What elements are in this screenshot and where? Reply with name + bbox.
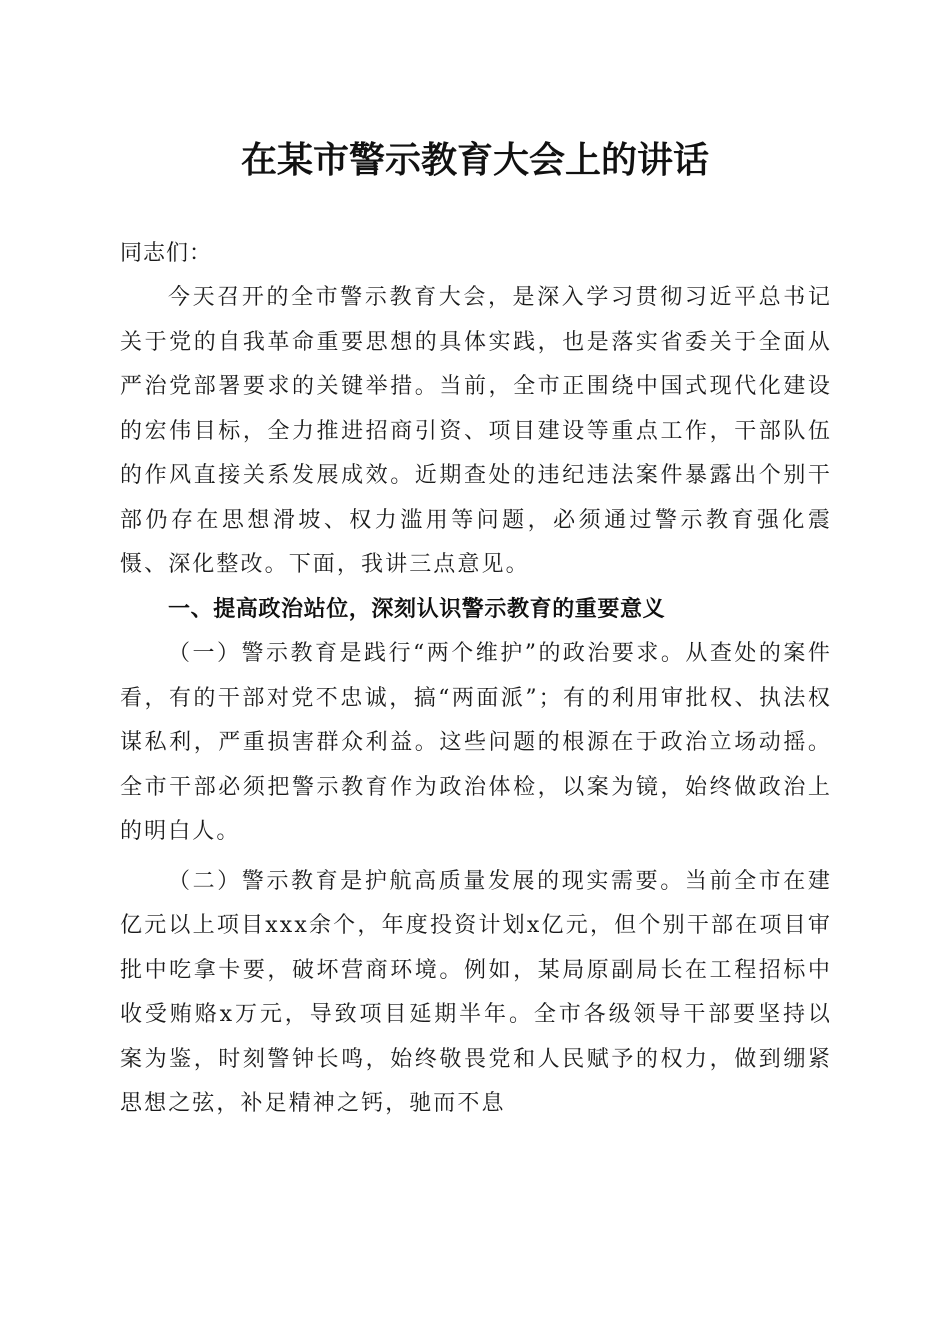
document-title: 在某市警示教育大会上的讲话 <box>240 139 709 181</box>
intro-paragraph: 今天召开的全市警示教育大会，是深入学习贯彻习近平总书记关于党的自我革命重要思想的具体实践，也是落实省委关于全面从严治党部署要求的关键举措。当前，全市正围绕中国式现代化建设的宏伟目标，全力推进招商引资、项目建设等重点工作，干部队伍的作风直接关系发展成效。近期查处的违纪违法案件暴露出个别干部仍存在思想滑坡、权力滥用等问题，必须通过警示教育强化震慑、深化整改。下面，我讲三点意见。 <box>120 285 832 577</box>
point-paragraph-1: （一）警示教育是践行“两个维护”的政治要求。从查处的案件看，有的干部对党不忠诚，搞“两面派”；有的利用审批权、执法权谋私利，严重损害群众利益。这些问题的根源在于政治立场动摇。全市干部必须把警示教育作为政治体检，以案为镜，始终做政治上的明白人。 <box>120 641 832 844</box>
point-paragraph-2: （二）警示教育是护航高质量发展的现实需要。当前全市在建亿元以上项目xxx余个，年度投资计划x亿元，但个别干部在项目审批中吃拿卡要，破坏营商环境。例如，某局原副局长在工程招标中收受贿赂x万元，导致项目延期半年。全市各级领导干部要坚持以案为鉴，时刻警钟长鸣，始终敬畏党和人民赋予的权力，做到绷紧思想之弦，补足精神之钙，驰而不息 <box>120 868 832 1116</box>
document-body <box>120 232 832 1127</box>
salutation: 同志们： <box>120 241 213 266</box>
section-heading: 一、提高政治站位，深刻认识警示教育的重要意义 <box>168 596 666 622</box>
